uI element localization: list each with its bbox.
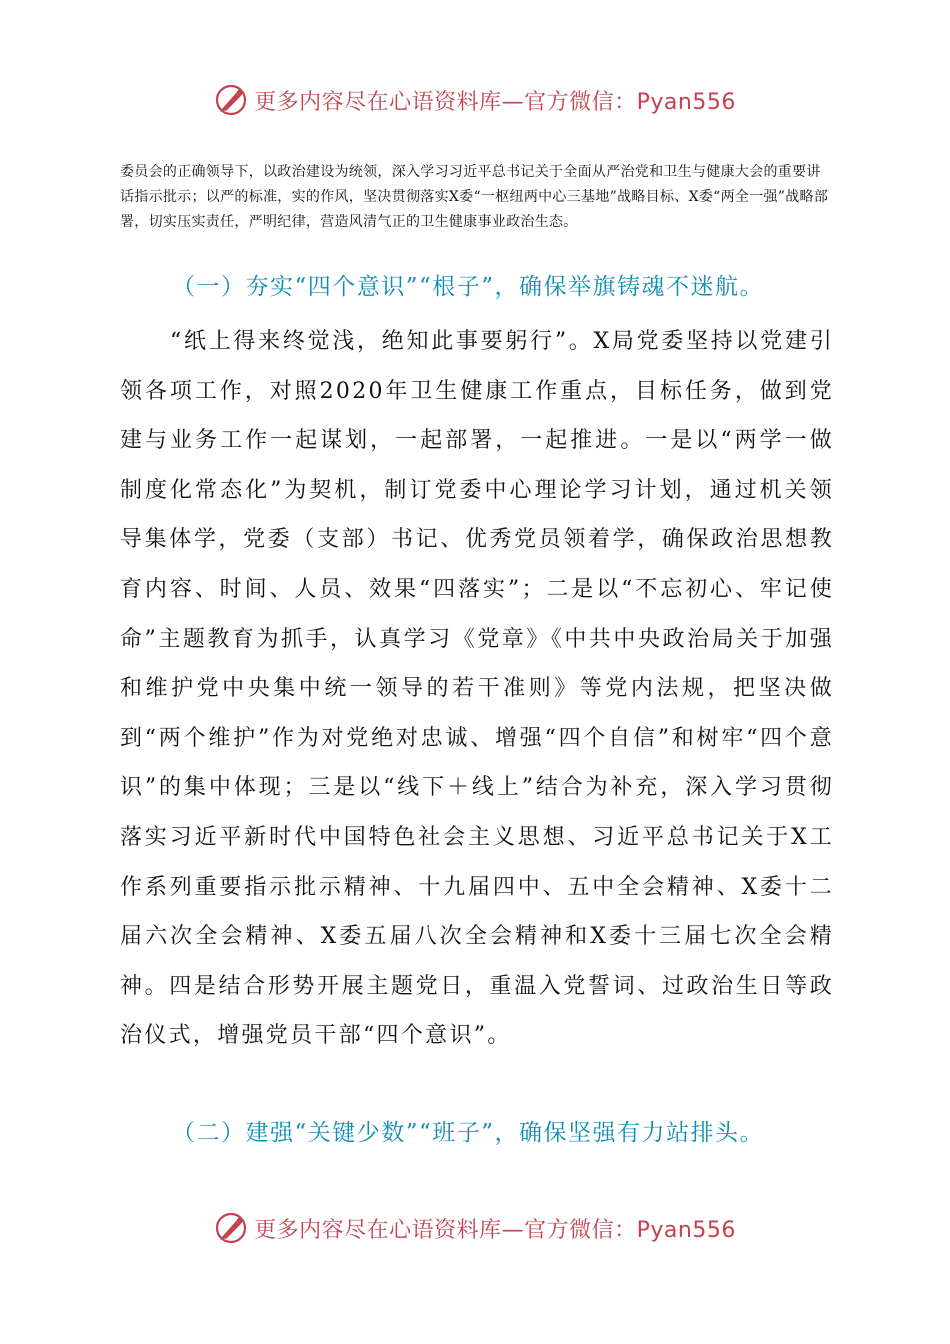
- pen-nib-logo-icon: [214, 83, 248, 117]
- watermark-text: 更多内容尽在心语资料库—官方微信：Pyan556: [254, 89, 736, 115]
- watermark-banner-bottom: [0, 1206, 950, 1250]
- intro-paragraph: 委员会的正确领导下，以政治建设为统领，深入学习习近平总书记关于全面从严治党和卫生与健康大会的重要讲话指示批示；以严的标准，实的作风，坚决贯彻落实X委“一枢纽两中心三基地”战略目标、X委“两全一强”战略部署，切实压实责任，严明纪律，营造风清气正的卫生健康事业政治生态。: [120, 164, 829, 230]
- section-heading-2: （二）建强“关键少数”“班子”，确保坚强有力站排头。: [172, 1120, 765, 1146]
- section-heading-1: （一）夯实“四个意识”“根子”，确保举旗铸魂不迷航。: [172, 274, 765, 300]
- watermark-text: 更多内容尽在心语资料库—官方微信：Pyan556: [254, 1217, 736, 1243]
- pen-nib-logo-icon: [214, 1211, 248, 1245]
- body-paragraph: “纸上得来终觉浅，绝知此事要躬行”。X局党委坚持以党建引领各项工作，对照2020年卫生健康工作重点，目标任务，做到党建与业务工作一起谋划，一起部署，一起推进。一是以“两学一做制度化常态化”为契机，制订党委中心理论学习计划，通过机关领导集体学，党委（支部）书记、优秀党员领着学，确保政治思想教育内容、时间、人员、效果“四落实”；二是以“不忘初心、牢记使命”主题教育为抓手，认真学习《党章》《中共中央政治局关于加强和维护党中央集中统一领导的若干准则》等党内法规，把坚决做到“两个维护”作为对党绝对忠诚、增强“四个自信”和树牢“四个意识”的集中体现；三是以“线下＋线上”结合为补充，深入学习贯彻落实习近平新时代中国特色社会主义思想、习近平总书记关于X工作系列重要指示批示精神、十九届四中、五中全会精神、X委十二届六次全会精神、X委五届八次全会精神和X委十三届七次全会精神。四是结合形势开展主题党日，重温入党誓词、过政治生日等政治仪式，增强党员干部“四个意识”。: [120, 329, 834, 1049]
- watermark-banner-top: [0, 78, 950, 122]
